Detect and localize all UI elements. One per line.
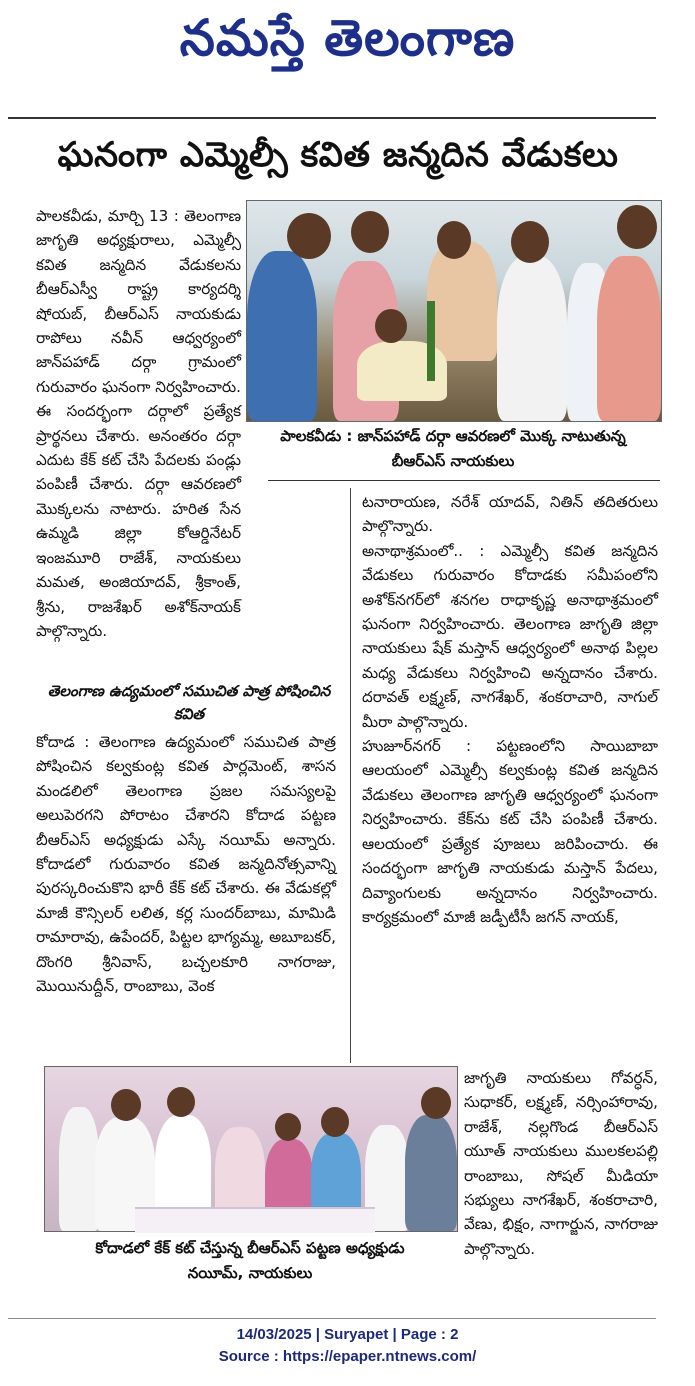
- person-figure: [405, 1115, 457, 1231]
- person-figure: [427, 241, 497, 361]
- person-head: [275, 1113, 301, 1141]
- person-figure: [59, 1107, 99, 1231]
- caption-line: నయీమ్, నాయకులు: [187, 1264, 313, 1282]
- column-divider: [350, 488, 351, 1063]
- person-head: [111, 1089, 141, 1121]
- caption-line: కోదాడలో కేక్ కట్ చేస్తున్న బీఆర్ఎస్ పట్టణ అధ్యక్షుడు: [95, 1239, 405, 1257]
- photo-planting-sapling: [246, 200, 662, 422]
- left-column-continued: [36, 453, 254, 675]
- cake-table: [135, 1207, 375, 1233]
- person-figure: [497, 256, 567, 421]
- person-head: [167, 1087, 195, 1117]
- person-figure: [597, 256, 661, 421]
- person-head: [421, 1087, 451, 1119]
- photo-cake-cutting: [44, 1066, 458, 1232]
- right-column-text: [362, 490, 658, 1062]
- top-rule: [8, 117, 656, 119]
- person-head: [287, 213, 331, 259]
- photo1-caption: [246, 424, 660, 474]
- right-bottom-text: [464, 1066, 658, 1318]
- person-head: [321, 1107, 349, 1137]
- paragraph-palakaveedu: పాలకవీడు, మార్చి 13 : తెలంగాణ జాగృతి అధ్యక్షురాలు, ఎమ్మెల్సీ కవిత జన్మదిన వేడుకలను బీఆర్ఎస్వీ రాష్ట్ర కార్యదర్శి షోయబ్, బీఆర్ఎస్ నాయకుడు రాపోలు నవీన్ ఆధ్వర్యంలో జాన్‌పహాడ్ దర్గా గ్రామంలో గురువారం ఘనంగా నిర్వహించారు. ఈ సందర్భంగా దర్గాలో ప్రత్యేక ప్రార్థనలు చేశారు. అనంతరం దర్గా ఎదుట కేక్ కట్ చేసి పేదలకు పండ్లు పంపిణీ చేశారు. దర్గా ఆవరణలో మొక్కలను నాటారు. హరిత సేన ఉమ్మడి జిల్లా కోఆర్డినేటర్ ఇంజమూరి రాజేశ్, నాయకులు మమత, అంజియాదవ్, శ్రీకాంత్, శ్రీను, రాజశేఖర్ అశోక్‌నాయక్ పాల్గొన్నారు.: [36, 207, 241, 640]
- article-headline: ఘనంగా ఎమ్మెల్సీ కవిత జన్మదిన వేడుకలు: [57, 135, 619, 175]
- caption-rule: [268, 480, 660, 481]
- person-head: [511, 221, 549, 263]
- caption-line: బీఆర్ఎస్ నాయకులు: [391, 452, 515, 470]
- left-column-text: [36, 204, 241, 640]
- newspaper-logo: నమస్తే తెలంగాణ: [179, 8, 516, 67]
- person-head: [351, 211, 389, 253]
- bottom-rule: [8, 1318, 656, 1319]
- paragraph-huzurnagar: హుజూర్‌నగర్ : పట్టణంలోని సాయిబాబా ఆలయంలో ఎమ్మెల్సీ కల్వకుంట్ల కవిత జన్మదిన వేడుకలు తెలంగాణ జాగృతి ఆధ్వర్యంలో ఘనంగా నిర్వహించారు. కేక్‌ను కట్ చేసి పంపిణీ చేశారు. ఆలయంలో ప్రత్యేక పూజలు జరిపించారు. ఈ సందర్భంగా జాగృతి నాయకుడు మస్తాన్ పేదలు, దివ్యాంగులకు అన్నదానం నిర్వహించారు. కార్యక్రమంలో మాజీ జడ్పీటీసీ జగన్ నాయక్,: [362, 737, 658, 926]
- person-figure: [247, 251, 317, 421]
- paragraph-participants: జాగృతి నాయకులు గోవర్ధన్, సుధాకర్, లక్ష్మణ్, నర్సింహారావు, రాజేశ్, నల్లగొండ బీఆర్ఎస్ యూత్ నాయకులు ములకలపల్లి రాంబాబు, సోషల్ మీడియా సభ్యులు నాగశేఖర్, శంకరాచారి, వేణు, భిక్షం, నాగార్జున, నాగరాజు పాల్గొన్నారు.: [464, 1069, 658, 1258]
- sapling: [427, 301, 435, 381]
- left-column-kodad: [36, 730, 336, 1064]
- article-subhead: తెలంగాణ ఉద్యమంలో సముచిత పాత్ర పోషించిన కవిత: [47, 682, 331, 723]
- footer-date-edition: 14/03/2025 | Suryapet | Page : 2: [236, 1326, 459, 1343]
- person-head: [375, 309, 407, 343]
- photo2-caption: [44, 1236, 456, 1286]
- paragraph-continuation: టనారాయణ, నరేశ్ యాదవ్, నితిన్ తదితరులు పాల్గొన్నారు.: [362, 493, 658, 536]
- caption-line: పాలకవీడు : జాన్‌పహాడ్ దర్గా ఆవరణలో మొక్క నాటుతున్న: [280, 427, 626, 445]
- person-head: [437, 221, 471, 259]
- paragraph-orphanage: అనాథాశ్రమంలో.. : ఎమ్మెల్సీ కవిత జన్మదిన వేడుకలు గురువారం కోదాడకు సమీపంలోని అశోక్‌నగర్‌లో శనగల రాధాకృష్ణ అనాథాశ్రమంలో ఘనంగా నిర్వహించారు. తెలంగాణ జాగృతి జిల్లా నాయకులు షేక్ మస్తాన్ ఆధ్వర్యంలో అనాథ పిల్లల మధ్య వేడుకలు నిర్వహించి అన్నదానం చేశారు. దరావత్ లక్ష్మణ్, నాగశేఖర్, శంకరాచారి, నాగుల్ మీరా పాల్గొన్నారు.: [362, 541, 658, 731]
- footer-source-link[interactable]: Source : https://epaper.ntnews.com/: [218, 1348, 477, 1365]
- masthead: [0, 0, 695, 118]
- person-head: [617, 205, 657, 249]
- paragraph-kodad: కోదాడ : తెలంగాణ ఉద్యమంలో సముచిత పాత్ర పోషించిన కల్వకుంట్ల కవిత పార్లమెంట్, శాసన మండలిలో తెలంగాణ ప్రజల సమస్యలపై అలుపెరగని పోరాటం చేశారని కోదాడ పట్టణ బీఆర్ఎస్ అధ్యక్షుడు ఎస్కే నయీమ్ అన్నారు. కోదాడలో గురువారం కవిత జన్మదినోత్సవాన్ని పురస్కరించుకొని భారీ కేక్ కట్ చేశారు. ఈ వేడుకల్లో మాజీ కౌన్సిలర్ లలిత, కర్ల సుందర్‌బాబు, మామిడి రామారావు, ఉపేందర్, పిట్టల భాగ్యమ్మ, అబూబకర్, దొంగరి శ్రీనివాస్, బచ్చలకూరి నాగరాజు, మొయినుద్దీన్, రాంబాబు, వెంక: [36, 733, 336, 996]
